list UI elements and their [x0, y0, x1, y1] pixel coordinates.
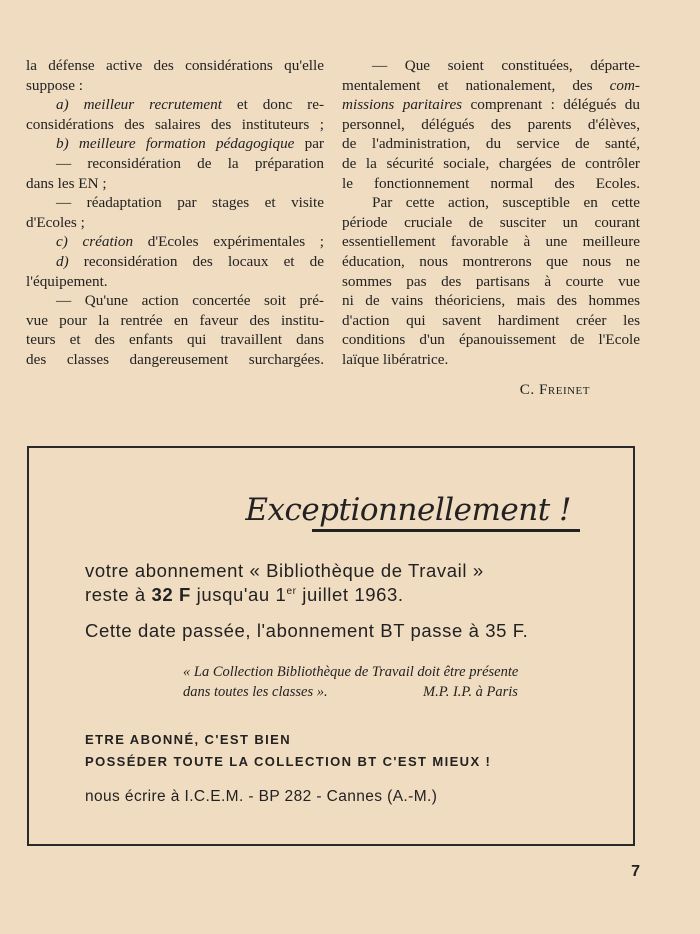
text-line: personnel, délégués des parents d'élèves, [342, 115, 640, 133]
text-line [342, 76, 640, 96]
text-line: conditions d'un épanouissement de l'Ecole [342, 331, 640, 349]
list-item-b [26, 134, 324, 154]
text-line: vue pour la rentrée en faveur des institu- [26, 311, 324, 329]
subscription-advertisement [27, 446, 635, 846]
text-line: la défense active des considérations qu'elle [26, 57, 324, 74]
text-line: — reconsidération de la préparation [56, 154, 324, 172]
quote-line: dans toutes les classes ». [183, 684, 328, 700]
item-text: par [294, 135, 324, 153]
author-signature: C. Freinet [519, 380, 590, 398]
list-item-a [26, 95, 324, 115]
ad-title: Exceptionnellement ! [245, 492, 571, 528]
item-emphasis: meilleur recrutement [83, 96, 222, 114]
text-line: laïque libératrice. [342, 350, 449, 368]
quote-line: « La Collection Bibliothèque de Travail doit être présente [183, 664, 519, 680]
text-line: essentiellement favorable à une meilleure [342, 233, 640, 251]
text-line: ni de vains théoriciens, mais des hommes [342, 292, 640, 310]
price-value: 32 F [151, 584, 191, 605]
ordinal-suffix: er [286, 585, 297, 597]
text-line: des classes dangereusement surchargées. [26, 350, 324, 368]
ad-line-subscription: votre abonnement « Bibliothèque de Travail » [85, 560, 484, 581]
slogan-line: ETRE ABONNÉ, C'EST BIEN [85, 732, 291, 747]
text-span: mentalement et nationalement, des [342, 76, 610, 94]
text-line: considérations des salaires des instituteurs ; [26, 115, 324, 133]
item-marker: b) [56, 135, 69, 153]
contact-address: nous écrire à I.C.E.M. - BP 282 - Cannes (A.-M.) [85, 788, 438, 805]
text-line: de l'administration, du service de santé, [342, 135, 640, 153]
text-emphasis: com- [609, 76, 640, 94]
quote-author: M.P. I.P. à Paris [423, 684, 518, 700]
text-line: d'action qui savent hardiment créer les [342, 311, 640, 329]
item-marker: a) [56, 96, 69, 114]
text-emphasis: missions paritaires [342, 96, 463, 114]
text-line: sommes pas des partisans à courte vue [342, 272, 640, 290]
text-line: l'équipement. [26, 272, 108, 290]
item-text: et donc re- [221, 96, 324, 114]
item-marker: d) [56, 252, 69, 270]
list-item-c [26, 232, 324, 252]
ad-line-new-price: Cette date passée, l'abonnement BT passe à 35 F. [85, 620, 529, 641]
text-line: le fonctionnement normal des Ecoles. [342, 174, 640, 192]
item-emphasis: meilleure formation pédagogique [78, 135, 295, 153]
left-column [26, 56, 324, 370]
text-line: — réadaptation par stages et visite [56, 194, 324, 212]
text-line: suppose : [26, 76, 83, 94]
text-line [342, 95, 640, 115]
text-line: d'Ecoles ; [26, 213, 85, 231]
text-line: période cruciale de susciter un courant [342, 213, 640, 231]
text-span: comprenant : délégués du [462, 96, 640, 114]
text-line: Par cette action, susceptible en cette [372, 194, 640, 212]
ad-line-price [85, 584, 404, 606]
text-line: — Que soient constituées, départe- [372, 57, 640, 74]
text-line: éducation, nous montrerons que nous ne [342, 252, 640, 270]
text-line: dans les EN ; [26, 174, 107, 192]
title-underline [312, 529, 580, 532]
text-span: juillet 1963. [296, 584, 404, 605]
text-line: teurs et des enfants qui travaillent dans [26, 331, 324, 349]
right-column [342, 56, 640, 399]
page-number: 7 [631, 863, 640, 880]
text-line: — Qu'une action concertée soit pré- [56, 292, 324, 310]
item-text: reconsidération des locaux et de [68, 252, 324, 270]
text-line: de la sécurité sociale, chargées de contrôler [342, 154, 640, 172]
list-item-d [26, 252, 324, 272]
slogan-line: POSSÉDER TOUTE LA COLLECTION BT C'EST MIEUX ! [85, 754, 492, 769]
text-span: jusqu'au 1 [190, 584, 287, 605]
item-marker: c) [56, 233, 68, 251]
item-emphasis: création [82, 233, 134, 251]
text-span: reste à [85, 584, 152, 605]
item-text: d'Ecoles expérimentales ; [133, 233, 324, 251]
